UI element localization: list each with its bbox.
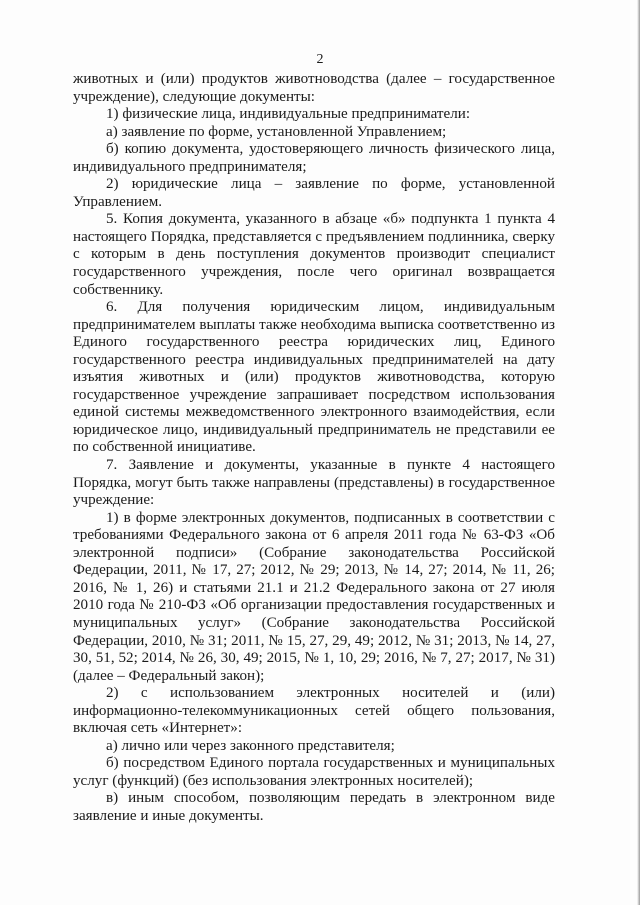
paragraph: 1) в форме электронных документов, подписанных в соответствии с требованиями Федерального закона от 6 апреля 2011 года № 63-ФЗ «Об электронной подписи» (Собрание законодательства Российской Федерации, 2011, № 17, 27; 2012, № 29; 2013, № 14, 27; 2014, № 11, 26; 2016, № 1, 26) и статьями 21.1 и 21.2 Федерального закона от 27 июля 2010 года № 210-ФЗ «Об организации предоставления государственных и муниципальных услуг» (Собрание законодательства Российской Федерации, 2010, № 31; 2011, № 15, 27, 29, 49; 2012, № 31; 2013, № 14, 27, 30, 51, 52; 2014, № 26, 30, 49; 2015, № 1, 10, 29; 2016, № 7, 27; 2017, № 31) (далее – Федеральный закон); — [73, 509, 555, 684]
paragraph: животных и (или) продуктов животноводства (далее – государственное учреждение), следующие документы: — [73, 71, 555, 105]
paragraph: б) копию документа, удостоверяющего личность физического лица, индивидуального предпринимателя; — [73, 141, 555, 175]
paragraph: 7. Заявление и документы, указанные в пункте 4 настоящего Порядка, могут быть также направлены (представлены) в государственное учреждение: — [73, 457, 555, 509]
paragraph: 5. Копия документа, указанного в абзаце «б» подпункта 1 пункта 4 настоящего Порядка, представляется с предъявлением подлинника, сверку с которым в день поступления документов производит специалист государственного учреждения, после чего оригинал возвращается собственнику. — [73, 211, 555, 298]
document-body — [73, 71, 555, 826]
paragraph: в) иным способом, позволяющим передать в электронном виде заявление и иные документы. — [73, 790, 555, 824]
paragraph: а) заявление по форме, установленной Управлением; — [106, 123, 447, 140]
page-number: 2 — [316, 52, 324, 67]
paragraph: а) лично или через законного представителя; — [106, 737, 395, 754]
paragraph: 6. Для получения юридическим лицом, индивидуальным предпринимателем выплаты также необходима выписка соответственно из Единого государственного реестра юридических лиц, Единого государственного реестра индивидуальных предпринимателей на дату изъятия животных и (или) продуктов животноводства, которую государственное учреждение запрашивает посредством использования единой системы межведомственного электронного взаимодействия, если юридическое лицо, индивидуальный предприниматель не представили ее по собственной инициативе. — [73, 299, 555, 456]
paragraph: 2) с использованием электронных носителей и (или) информационно-телекоммуникационных сетей общего пользования, включая сеть «Интернет»: — [73, 685, 555, 737]
paragraph: 1) физические лица, индивидуальные предприниматели: — [106, 106, 471, 123]
paragraph: б) посредством Единого портала государственных и муниципальных услуг (функций) (без использования электронных носителей); — [73, 755, 555, 789]
paragraph: 2) юридические лица – заявление по форме, установленной Управлением. — [73, 176, 555, 210]
